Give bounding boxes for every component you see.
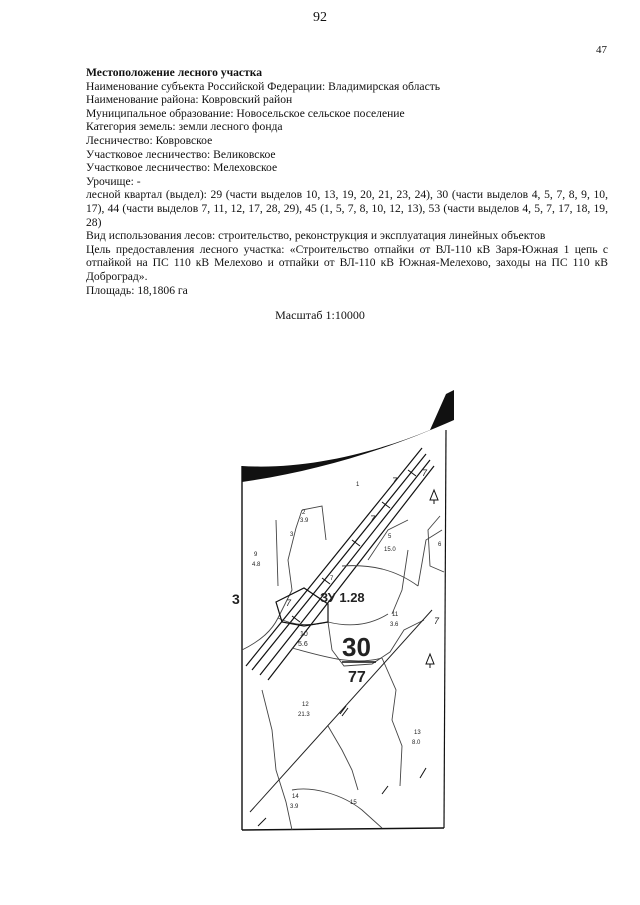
parcel-2-area: 3.9 <box>300 518 309 524</box>
parcel-9-num: 9 <box>254 552 258 558</box>
plot-label: ЗУ 1.28 <box>320 590 365 605</box>
line-mark: 7 <box>392 476 398 486</box>
parcel-14-area: 3.9 <box>290 804 299 810</box>
parcel-1-num: 1 <box>356 482 360 488</box>
parcel-11-area: 3.6 <box>390 622 399 628</box>
parcel-13-num: 13 <box>414 730 421 736</box>
tract-line: Урочище: - <box>86 174 141 188</box>
map-scale: Масштаб 1:10000 <box>275 308 365 322</box>
line-mark: 7 <box>422 468 428 478</box>
quarter-number: 30 <box>342 632 371 662</box>
parcel-2-num: 2 <box>302 510 306 516</box>
parcel-12-num: 12 <box>302 702 309 708</box>
parcel-3-num: 3 <box>290 532 294 538</box>
parcel-10-area: 5.6 <box>298 641 308 648</box>
line-mark: 7 <box>434 616 440 626</box>
parcel-14-num: 14 <box>292 794 299 800</box>
parcel-15-num: 15 <box>350 800 357 806</box>
district-forestry-2-line: Участковое лесничество: Мелеховское <box>86 161 278 175</box>
page-number: 92 <box>313 10 327 25</box>
area-line: Площадь: 18,1806 га <box>86 283 188 297</box>
line-mark: 7 <box>286 598 292 608</box>
parcel-9-area: 4.8 <box>252 562 261 568</box>
parcel-boundaries <box>242 506 444 830</box>
edge-label: 3 <box>232 591 240 607</box>
land-category-line: Категория земель: земли лесного фонда <box>86 120 283 134</box>
parcel-7-num: 7 <box>330 576 334 582</box>
location-section <box>86 66 608 297</box>
district-line: Наименование района: Ковровский район <box>86 93 293 107</box>
map-right-border <box>444 430 446 828</box>
purpose-line: Цель предоставления лесного участка: «Строительство отпайки от ВЛ-110 кВ Заря-Южная 1 цепь с отпайкой на ПС 110 кВ Мелехово и отпайки от ВЛ-110 кВ Южная-Мелехово, заходы на ПС 110 кВ Доброград». <box>86 242 608 283</box>
usage-line: Вид использования лесов: строительство, реконструкция и эксплуатация линейных объектов <box>86 229 546 243</box>
map-drawing <box>232 390 454 842</box>
parcel-6-num: 6 <box>438 542 442 548</box>
section-heading: Местоположение лесного участка <box>86 66 263 79</box>
parcel-12-area: 21.3 <box>298 712 310 718</box>
quarter-denominator: 77 <box>348 669 366 686</box>
map-bottom-border <box>242 828 444 830</box>
forest-quarter-line: лесной квартал (выдел): 29 (части выделов 10, 13, 19, 20, 21, 23, 24), 30 (части выделов 4, 5, 7, 8, 9, 10, 17), 44 (части выделов 7, 11, 12, 17, 28, 29), 45 (1, 5, 7, 8, 10, 12, 13), 53 (части выделов 4, 5, 7, 17, 18, 19, 28) <box>86 188 608 229</box>
parcel-13-area: 8.0 <box>412 740 421 746</box>
forest-plot-map <box>232 390 454 842</box>
parcel-5-area: 15.0 <box>384 547 396 553</box>
parcel-11-num: 11 <box>392 612 399 618</box>
parcel-10-num: 10 <box>300 631 308 638</box>
line-mark: 7 <box>370 514 376 524</box>
sheet-number: 47 <box>596 44 607 56</box>
tree-symbols <box>426 490 438 668</box>
forestry-line: Лесничество: Ковровское <box>86 133 213 147</box>
district-forestry-1-line: Участковое лесничество: Великовское <box>86 147 276 161</box>
quarter-line <box>250 610 432 812</box>
region-line: Наименование субъекта Российской Федерации: Владимирская область <box>86 79 441 93</box>
municipality-line: Муниципальное образование: Новосельское сельское поселение <box>86 106 405 120</box>
parcel-5-num: 5 <box>388 534 392 540</box>
